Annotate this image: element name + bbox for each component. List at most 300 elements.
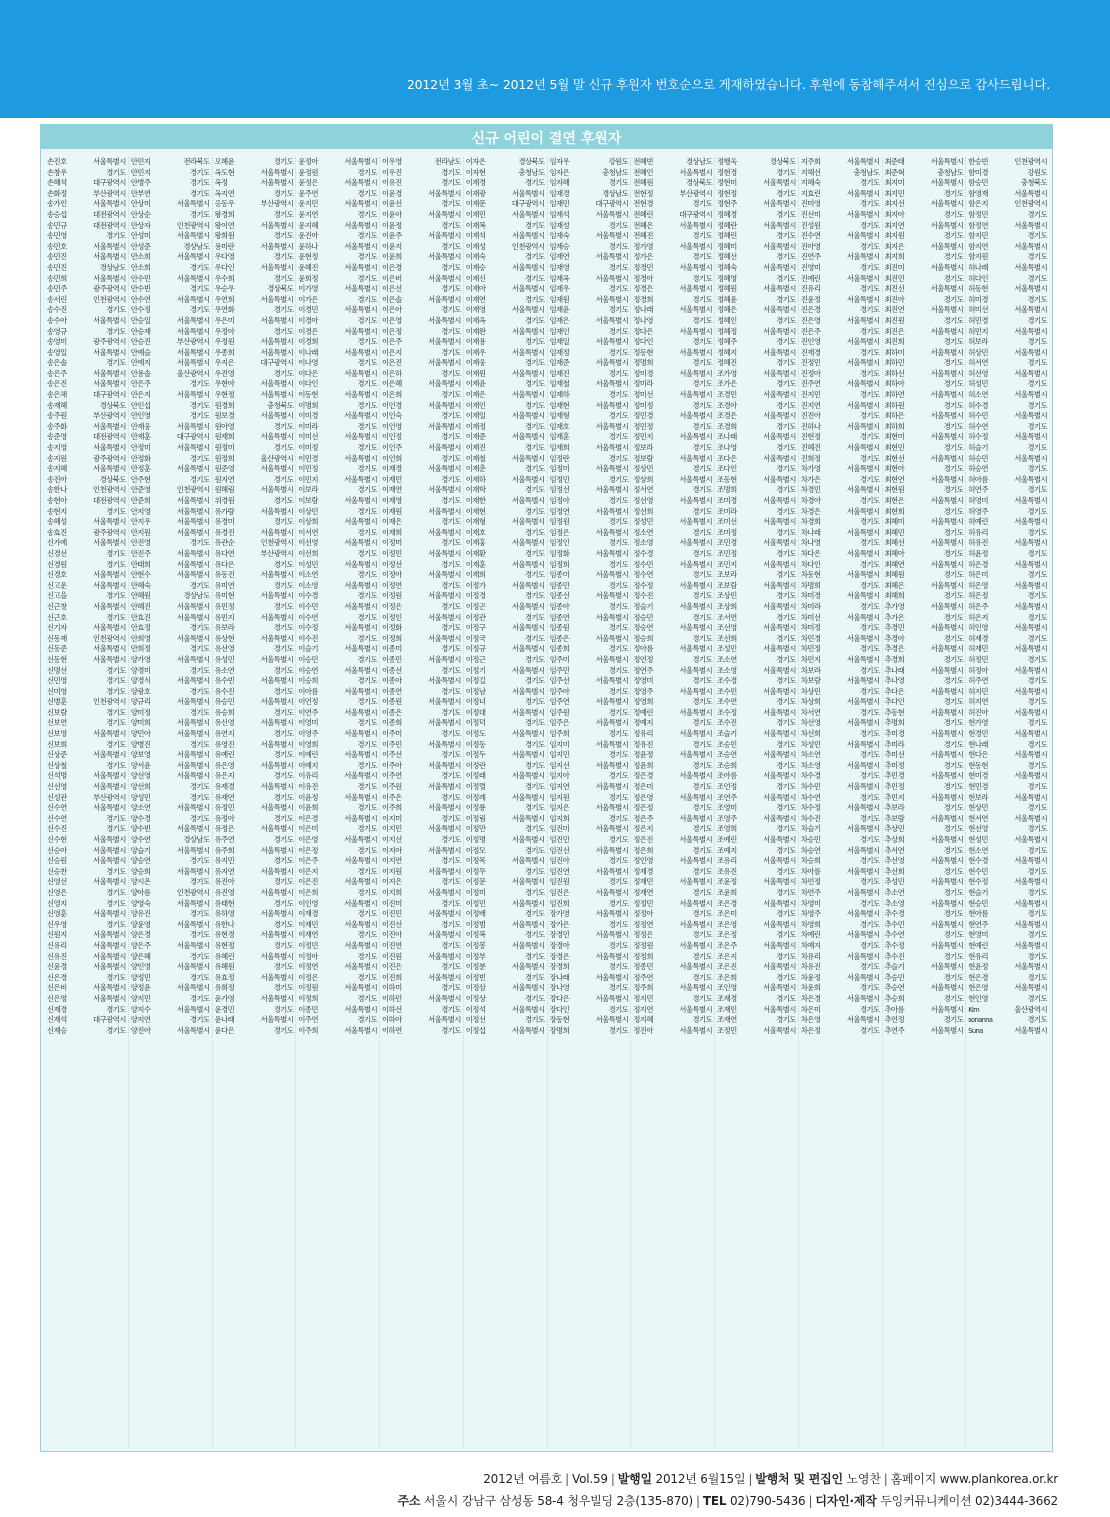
donor-name: 허재경 <box>968 633 988 643</box>
donor-name: 허정아 <box>968 665 988 675</box>
donor-row <box>466 983 545 994</box>
donor-name: 이진은 <box>382 962 402 972</box>
donor-name: 이예지 <box>298 760 318 770</box>
donor-name: 전혜은 <box>633 220 653 230</box>
donor-name: 유민정 <box>214 601 235 611</box>
donor-region: 서울특별시 <box>93 421 126 431</box>
donor-row <box>382 994 461 1005</box>
donor-region: 경기도 <box>357 972 377 982</box>
donor-region: 경기도 <box>692 273 712 283</box>
donor-row <box>885 475 964 486</box>
donor-row <box>382 962 461 973</box>
donor-row <box>550 930 629 941</box>
donor-name: 이정배 <box>465 909 486 919</box>
donor-name: 차윤희 <box>800 983 821 993</box>
notice-text: 2012년 3월 초~ 2012년 5월 말 신규 후원자 번호순으로 게재하였습니다. 후원에 동참해주셔서 진심으로 감사드립니다. <box>406 77 1050 92</box>
donor-row <box>466 666 545 677</box>
donor-row <box>47 538 126 549</box>
donor-region: 경기도 <box>859 877 880 887</box>
donor-row <box>550 994 629 1005</box>
donor-name: 진아영 <box>800 241 821 251</box>
donor-region: 경상남도 <box>602 188 629 198</box>
donor-name: 임정희 <box>549 559 570 569</box>
donor-region: 서울특별시 <box>763 729 796 739</box>
donor-row <box>633 687 712 698</box>
donor-row <box>550 432 629 443</box>
donor-row <box>633 401 712 412</box>
donor-region: 경기도 <box>608 432 629 442</box>
donor-row <box>131 655 210 666</box>
donor-row <box>131 803 210 814</box>
donor-row <box>885 666 964 677</box>
donor-name: 임재윤 <box>549 305 570 315</box>
donor-name: 최하민 <box>884 358 905 368</box>
donor-name: 이재우 <box>465 347 486 357</box>
donor-name: 이정분 <box>465 962 486 972</box>
donor-row <box>801 750 880 761</box>
donor-region: 충청남도 <box>602 167 629 177</box>
donor-row <box>633 210 712 221</box>
donor-row <box>298 930 377 941</box>
donor-region: 경기도 <box>608 750 629 760</box>
donor-row <box>550 305 629 316</box>
donor-name: 이은아 <box>382 305 402 315</box>
donor-name: 안민지 <box>130 157 151 166</box>
donor-row <box>382 189 461 200</box>
donor-name: 정영희 <box>633 697 653 707</box>
donor-name: 임재호 <box>549 421 570 431</box>
donor-name: 신미영 <box>47 686 67 696</box>
donor-name: 정정연 <box>633 919 653 929</box>
donor-region: 서울특별시 <box>260 676 294 686</box>
donor-row <box>131 644 210 655</box>
donor-region: 서울특별시 <box>1014 559 1047 569</box>
donor-region: 경기도 <box>776 421 796 431</box>
donor-row <box>47 379 126 390</box>
donor-name: 이주희 <box>298 1025 318 1035</box>
donor-name: 허민지 <box>968 326 988 336</box>
donor-row <box>47 348 126 359</box>
donor-name: 양시온 <box>130 877 151 887</box>
donor-row <box>717 1015 796 1026</box>
donor-row <box>298 761 377 772</box>
donor-row <box>717 676 796 687</box>
donor-row <box>466 369 545 380</box>
donor-name: 허인영 <box>968 623 988 633</box>
donor-name: 위경원 <box>214 496 235 505</box>
donor-row <box>885 803 964 814</box>
donor-row <box>215 666 294 677</box>
donor-name: 이우영 <box>382 157 402 166</box>
donor-region: 경기도 <box>273 983 294 993</box>
donor-row <box>382 623 461 634</box>
donor-name: 윤다은 <box>214 1025 235 1035</box>
donor-region: 서울특별시 <box>176 983 210 993</box>
donor-name: 이아름 <box>298 686 318 696</box>
donor-region: 경기도 <box>943 570 964 580</box>
donor-row <box>131 771 210 782</box>
donor-name: 진윤정 <box>800 294 821 304</box>
donor-name: 신수연 <box>47 803 67 813</box>
donor-row <box>47 411 126 422</box>
donor-row <box>633 708 712 719</box>
donor-row <box>47 528 126 539</box>
donor-region: 서울특별시 <box>93 315 126 325</box>
donor-region: 경기도 <box>859 644 880 654</box>
donor-region: 경기도 <box>1027 972 1047 982</box>
donor-row <box>550 274 629 285</box>
donor-name: 추가영 <box>884 601 905 611</box>
donor-region: 경기도 <box>608 877 629 887</box>
donor-row <box>47 263 126 274</box>
donor-row <box>801 189 880 200</box>
donor-row <box>633 666 712 677</box>
donor-region: 서울특별시 <box>763 792 796 802</box>
donor-region: 경기도 <box>1027 697 1047 707</box>
donor-name: 윤하나 <box>298 241 318 251</box>
donor-name: 허윤정 <box>968 548 988 558</box>
donor-region: 서울특별시 <box>846 1015 880 1025</box>
donor-region: 경기도 <box>357 887 377 897</box>
donor-row <box>885 761 964 772</box>
donor-name: 이우진 <box>382 167 402 177</box>
donor-name: 현수민 <box>968 866 988 876</box>
donor-region: 서울특별시 <box>930 347 964 357</box>
donor-region: 서울특별시 <box>679 601 712 611</box>
donor-region: 서울특별시 <box>763 983 796 993</box>
donor-name: 윤주연 <box>298 188 318 198</box>
footer-homepage-link[interactable]: www.plankorea.or.kr <box>939 1472 1058 1486</box>
donor-row <box>885 263 964 274</box>
donor-region: 서울특별시 <box>260 390 294 400</box>
donor-name: 양윤영 <box>130 919 151 929</box>
donor-row <box>968 443 1047 454</box>
donor-row <box>968 856 1047 867</box>
donor-region: 서울특별시 <box>344 962 377 972</box>
donor-region: 서울특별시 <box>595 972 629 982</box>
donor-row <box>382 1026 461 1037</box>
donor-row <box>633 496 712 507</box>
donor-row <box>382 708 461 719</box>
donor-name: 임지미 <box>549 739 570 749</box>
donor-row <box>717 877 796 888</box>
donor-region: 경기도 <box>189 739 210 749</box>
donor-row <box>885 390 964 401</box>
donor-row <box>968 560 1047 571</box>
donor-region: 서울특별시 <box>260 824 294 834</box>
donor-region: 경기도 <box>273 729 294 739</box>
donor-name: 이재희 <box>465 570 486 580</box>
donor-row <box>215 687 294 698</box>
donor-name: 임재준 <box>549 358 570 368</box>
donor-name: 차서연 <box>800 707 821 717</box>
donor-region: 서울특별시 <box>511 559 545 569</box>
donor-row <box>633 242 712 253</box>
donor-region: 경기도 <box>524 866 545 876</box>
donor-region: 서울특별시 <box>930 1004 964 1014</box>
donor-region: 경기도 <box>692 972 712 982</box>
donor-region: 경기도 <box>859 326 880 336</box>
donor-region: 경기도 <box>524 337 545 347</box>
donor-row <box>47 284 126 295</box>
donor-name: 현소연 <box>968 845 988 855</box>
donor-region: 인천광역시 <box>176 485 210 495</box>
donor-name: 이은경 <box>298 813 318 823</box>
donor-name: 윤정원 <box>298 167 318 177</box>
donor-region: 서울특별시 <box>930 220 964 230</box>
donor-row <box>466 454 545 465</box>
donor-row <box>633 771 712 782</box>
donor-row <box>131 432 210 443</box>
donor-name: 송민진 <box>47 262 67 272</box>
donor-region: 경기도 <box>273 157 294 166</box>
donor-row <box>968 581 1047 592</box>
donor-name: 유희정 <box>214 983 235 993</box>
donor-row <box>382 252 461 263</box>
donor-region: 경기도 <box>608 729 629 739</box>
donor-region: 서울특별시 <box>344 178 377 188</box>
donor-name: 원혜림 <box>214 485 235 495</box>
donor-region: 경기도 <box>273 368 294 378</box>
donor-region: 서울특별시 <box>763 496 796 505</box>
donor-region: 서울특별시 <box>930 284 964 294</box>
donor-region: 서울특별시 <box>428 612 461 622</box>
donor-region: 서울특별시 <box>679 750 712 760</box>
donor-row <box>968 1005 1047 1016</box>
donor-name: 안정훈 <box>130 464 151 474</box>
donor-row <box>47 941 126 952</box>
donor-region: 경기도 <box>943 993 964 1003</box>
donor-name: 차유진 <box>800 962 821 972</box>
donor-row <box>47 581 126 592</box>
donor-name: 송현지 <box>47 506 67 516</box>
donor-row <box>633 454 712 465</box>
donor-region: 경기도 <box>441 559 461 569</box>
donor-name: 이주선 <box>382 750 402 760</box>
donor-row <box>968 824 1047 835</box>
donor-region: 경기도 <box>1027 337 1047 347</box>
donor-name: 신동재 <box>47 633 67 643</box>
donor-name: 조언정 <box>717 782 737 792</box>
donor-row <box>550 337 629 348</box>
donor-region: 경기도 <box>273 443 294 453</box>
donor-row <box>801 369 880 380</box>
donor-row <box>298 613 377 624</box>
donor-name: 옥정 <box>214 178 228 188</box>
donor-row <box>550 983 629 994</box>
donor-name: 우연희 <box>214 294 235 304</box>
donor-region: 서울특별시 <box>93 803 126 813</box>
donor-row <box>298 983 377 994</box>
donor-region: 서울특별시 <box>93 379 126 389</box>
donor-row <box>382 517 461 528</box>
donor-region: 경기도 <box>692 951 712 961</box>
donor-name: 조미라 <box>717 506 737 516</box>
donor-region: 경기도 <box>441 835 461 844</box>
donor-region: 서울특별시 <box>930 962 964 972</box>
donor-name: 임진아 <box>549 856 570 866</box>
donor-name: 유경진 <box>214 527 235 537</box>
donor-row <box>131 634 210 645</box>
donor-name: 이재완 <box>465 326 486 336</box>
donor-name: 유한나 <box>214 919 235 929</box>
donor-region: 경기도 <box>273 305 294 315</box>
donor-region: 서울특별시 <box>260 379 294 389</box>
donor-region: 경기도 <box>273 919 294 929</box>
donor-region: 경기도 <box>608 856 629 866</box>
donor-name: 양영숙 <box>130 898 151 908</box>
donor-row <box>885 877 964 888</box>
donor-row <box>47 856 126 867</box>
donor-row <box>717 401 796 412</box>
donor-region: 서울특별시 <box>846 951 880 961</box>
donor-region: 경기도 <box>441 305 461 315</box>
donor-name: 신고운 <box>47 580 67 590</box>
donor-name: 신은경 <box>47 972 67 982</box>
donor-name: 조경은 <box>717 411 737 421</box>
donor-row <box>885 157 964 168</box>
donor-region: 경기도 <box>943 464 964 474</box>
donor-row <box>885 708 964 719</box>
donor-row <box>466 856 545 867</box>
donor-name: 유은지 <box>214 771 235 781</box>
donor-name: 이재철 <box>465 453 486 463</box>
donor-name: 이정아 <box>382 570 402 580</box>
donor-region: 경기도 <box>692 252 712 262</box>
donor-region: 서울특별시 <box>93 930 126 940</box>
donor-region: 서울특별시 <box>930 241 964 251</box>
donor-row <box>717 284 796 295</box>
donor-region: 경기도 <box>776 591 796 601</box>
donor-region: 서울특별시 <box>1014 432 1047 442</box>
donor-region: 서울특별시 <box>679 580 712 590</box>
donor-name: 정재연 <box>633 887 653 897</box>
donor-row <box>717 591 796 602</box>
donor-row <box>382 750 461 761</box>
donor-name: 이재진 <box>465 443 486 453</box>
donor-name: 정미정 <box>633 400 653 410</box>
donor-row <box>298 782 377 793</box>
donor-name: 조나영 <box>717 443 737 453</box>
donor-region: 서울특별시 <box>763 623 796 633</box>
donor-region: 서울특별시 <box>846 676 880 686</box>
donor-region: 서울특별시 <box>428 909 461 919</box>
donor-row <box>131 909 210 920</box>
donor-row <box>550 803 629 814</box>
donor-row <box>298 295 377 306</box>
donor-region: 경기도 <box>524 972 545 982</box>
donor-name: 차수경 <box>800 771 821 781</box>
donor-row <box>466 867 545 878</box>
donor-region: 서울특별시 <box>428 548 461 558</box>
donor-region: 서울특별시 <box>595 421 629 431</box>
donor-name: 장경민 <box>549 930 570 940</box>
donor-region: 서울특별시 <box>176 517 210 527</box>
donor-row <box>298 305 377 316</box>
donor-name: sonanna <box>968 1015 993 1025</box>
donor-name: 추수정 <box>884 940 905 950</box>
donor-row <box>47 443 126 454</box>
donor-row <box>968 877 1047 888</box>
donor-name: 안소희 <box>130 262 151 272</box>
donor-name: 신재승 <box>47 1025 67 1035</box>
donor-name: 이선영 <box>298 538 318 548</box>
donor-name: 정혜정 <box>717 326 737 336</box>
donor-name: 차다은 <box>800 548 821 558</box>
donor-name: 추미경 <box>884 729 905 739</box>
donor-region: 서울특별시 <box>176 601 210 611</box>
donor-row <box>550 729 629 740</box>
donor-row <box>717 761 796 772</box>
donor-row <box>885 644 964 655</box>
donor-name: 조정민 <box>717 1025 737 1035</box>
donor-name: 신민영 <box>47 676 67 686</box>
donor-name: 최혜연 <box>884 559 905 569</box>
donor-row <box>47 390 126 401</box>
donor-name: 최현선 <box>884 453 905 463</box>
donor-name: 현선영 <box>968 824 988 834</box>
donor-row <box>968 168 1047 179</box>
donor-name: 추미선 <box>884 750 905 760</box>
donor-row <box>968 210 1047 221</box>
donor-name: 이재홍 <box>465 538 486 548</box>
donor-name: 이소영 <box>298 580 318 590</box>
donor-row <box>382 761 461 772</box>
donor-name: 임재하 <box>549 390 570 400</box>
donor-name: 정유리 <box>633 729 653 739</box>
donor-name: 이하미 <box>382 983 402 993</box>
donor-name: 이민지 <box>298 474 318 484</box>
donor-row <box>550 1015 629 1026</box>
donor-region: 경기도 <box>189 792 210 802</box>
donor-name: 양진아 <box>130 1025 151 1035</box>
donor-row <box>717 316 796 327</box>
donor-name: 추민정 <box>884 782 905 792</box>
donor-row <box>298 920 377 931</box>
donor-region: 경기도 <box>106 887 126 897</box>
donor-region: 경기도 <box>608 390 629 400</box>
donor-region: 서울특별시 <box>428 209 461 219</box>
donor-row <box>466 263 545 274</box>
donor-row <box>131 750 210 761</box>
donor-name: 이경은 <box>298 326 318 336</box>
donor-row <box>801 930 880 941</box>
donor-row <box>382 210 461 221</box>
donor-row <box>466 973 545 984</box>
donor-row <box>801 729 880 740</box>
donor-region: 서울특별시 <box>846 866 880 876</box>
donor-name: 진정아 <box>800 368 821 378</box>
donor-region: 서울특별시 <box>1014 665 1047 675</box>
donor-row <box>382 581 461 592</box>
donor-region: 서울특별시 <box>763 199 796 209</box>
donor-region: 서울특별시 <box>260 887 294 897</box>
donor-name: 임재원 <box>549 294 570 304</box>
donor-row <box>885 189 964 200</box>
donor-region: 경기도 <box>859 284 880 294</box>
donor-name: 허동현 <box>968 284 988 294</box>
donor-name: 조예지 <box>717 845 737 855</box>
donor-name: 임재인 <box>549 326 570 336</box>
donor-name: 유지연 <box>214 866 235 876</box>
donor-region: 서울특별시 <box>846 972 880 982</box>
donor-name: 최현원 <box>884 485 905 495</box>
donor-row <box>131 178 210 189</box>
donor-name: 이재연 <box>298 930 318 940</box>
donor-region: 서울특별시 <box>679 877 712 887</box>
donor-row <box>215 242 294 253</box>
donor-region: 서울특별시 <box>260 527 294 537</box>
